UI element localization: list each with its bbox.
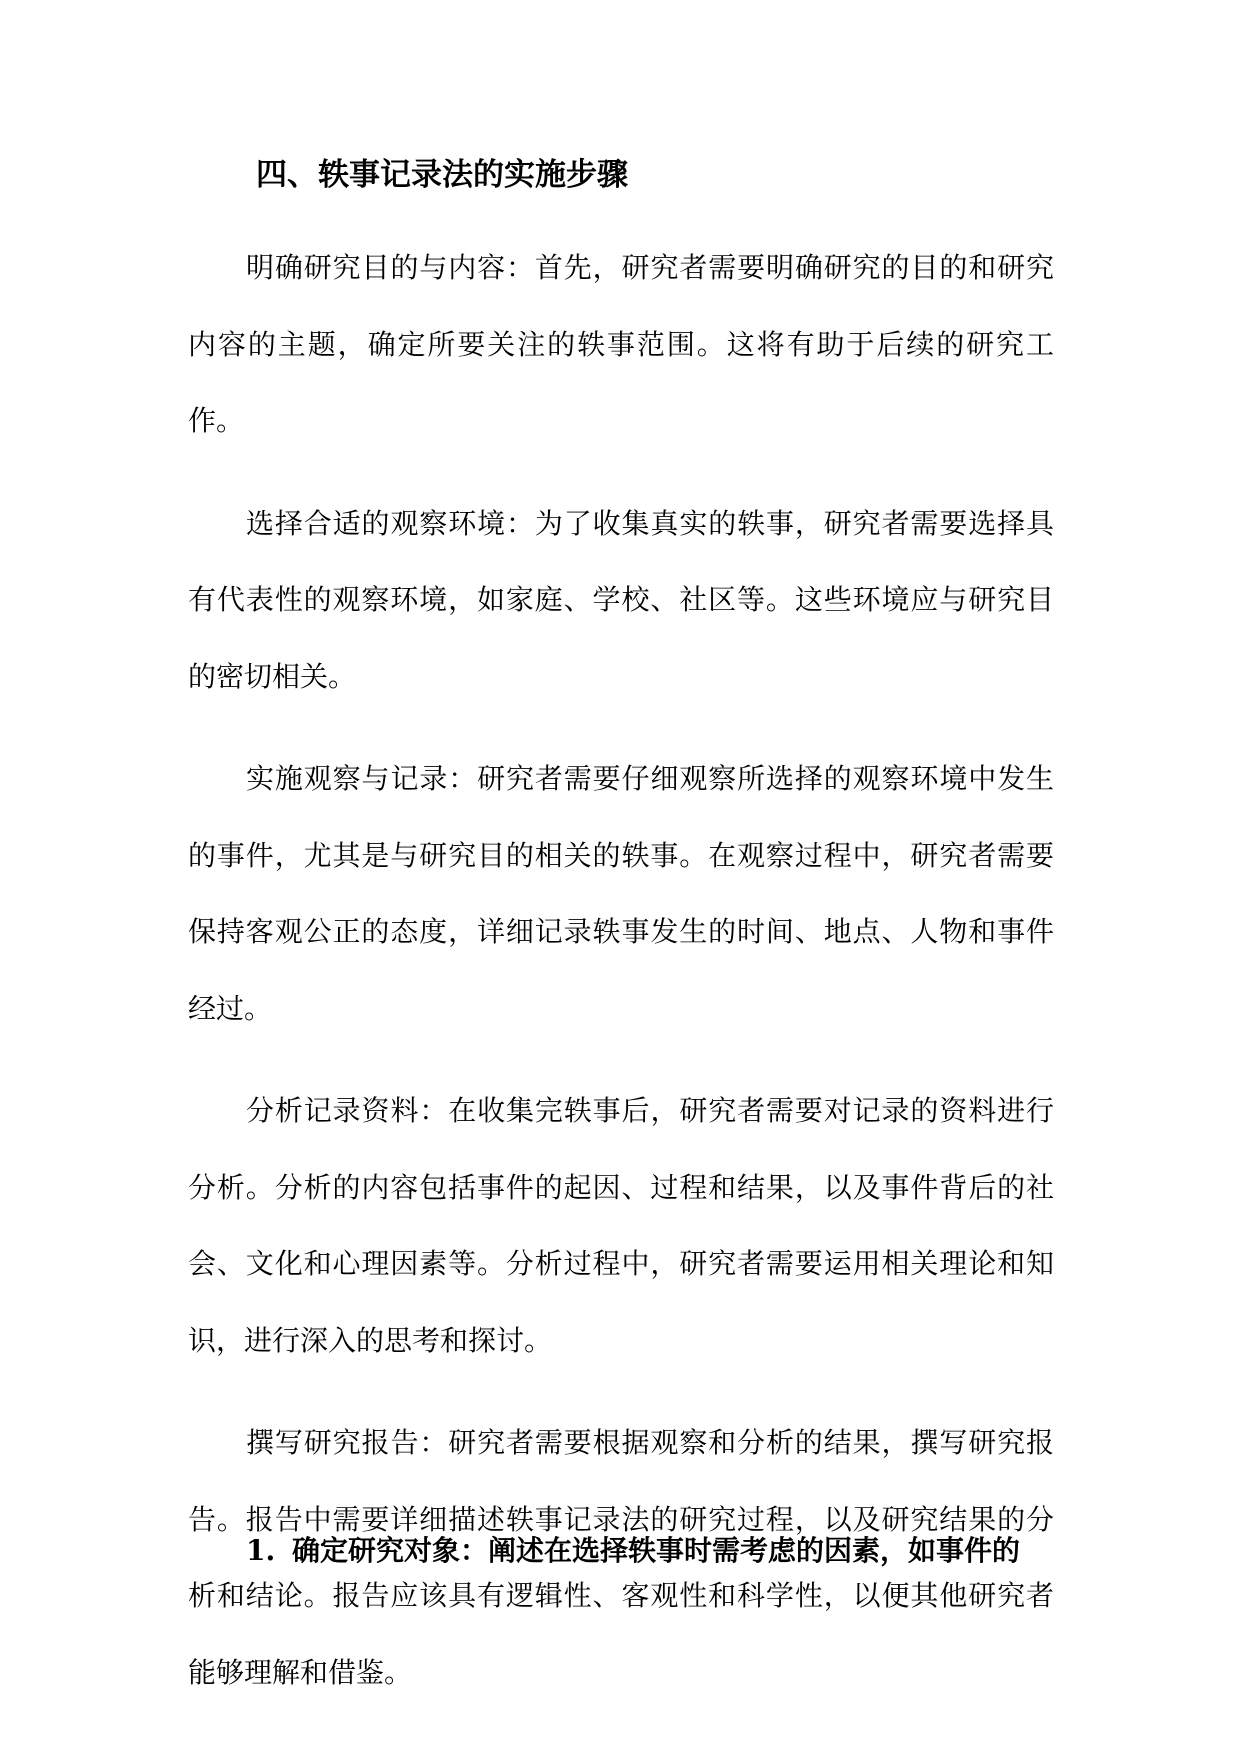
- body-text: [188, 230, 1054, 1737]
- numbered-heading-text: 确定研究对象：阐述在选择轶事时需考虑的因素，如事件的: [292, 1534, 1021, 1567]
- paragraph-observation-environment: 选择合适的观察环境：为了收集真实的轶事，研究者需要选择具有代表性的观察环境，如家庭、学校、社区等。这些环境应与研究目的密切相关。: [188, 506, 1054, 693]
- numbered-heading-number: 1.: [246, 1534, 276, 1567]
- paragraph-observation-recording: 实施观察与记录：研究者需要仔细观察所选择的观察环境中发生的事件，尤其是与研究目的相关的轶事。在观察过程中，研究者需要保持客观公正的态度，详细记录轶事发生的时间、地点、人物和事件经过。: [188, 762, 1054, 1025]
- paragraph-research-report: 撰写研究报告：研究者需要根据观察和分析的结果，撰写研究报告。报告中需要详细描述轶事记录法的研究过程，以及研究结果的分析和结论。报告应该具有逻辑性、客观性和科学性，以便其他研究者能够理解和借鉴。: [188, 1426, 1054, 1689]
- numbered-heading: [246, 1526, 1066, 1576]
- section-heading: 四、轶事记录法的实施步骤: [256, 157, 628, 193]
- paragraph-research-purpose: 明确研究目的与内容：首先，研究者需要明确研究的目的和研究内容的主题，确定所要关注的轶事范围。这将有助于后续的研究工作。: [188, 251, 1054, 437]
- paragraph-data-analysis: 分析记录资料：在收集完轶事后，研究者需要对记录的资料进行分析。分析的内容包括事件的起因、过程和结果，以及事件背后的社会、文化和心理因素等。分析过程中，研究者需要运用相关理论和知识，进行深入的思考和探讨。: [188, 1094, 1054, 1357]
